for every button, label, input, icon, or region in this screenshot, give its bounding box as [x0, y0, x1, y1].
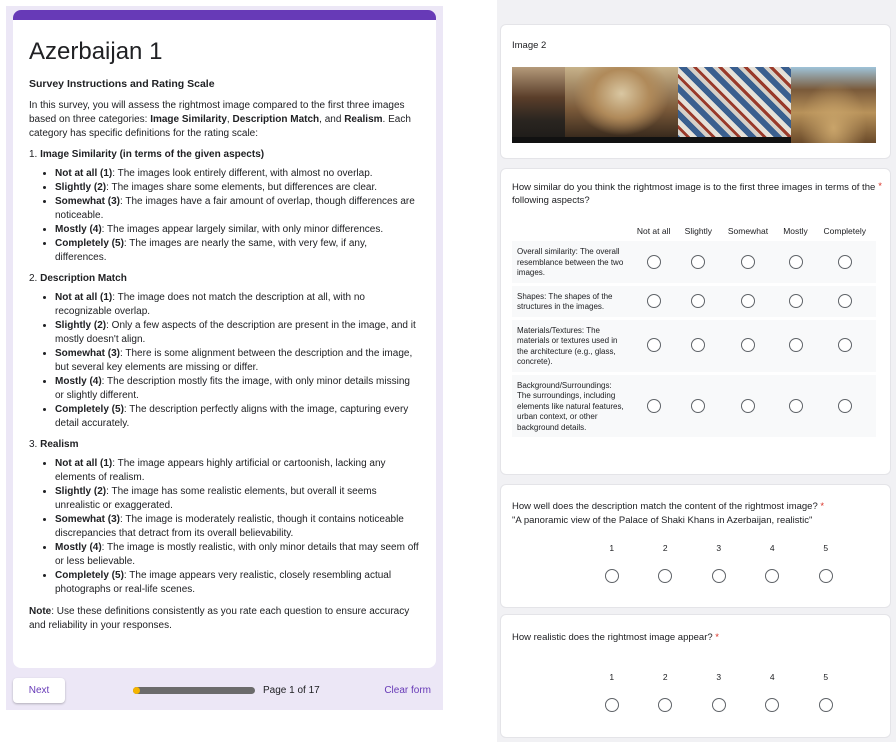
- list-item: • Somewhat (3): The images have a fair amount of overlap, though differences are noticeable.: [55, 195, 420, 223]
- required-asterisk: *: [715, 632, 719, 643]
- scale-number: 1: [609, 543, 615, 553]
- list-item: • Slightly (2): The image has some realistic elements, but overall it seems unrealistic or exaggerated.: [55, 485, 420, 513]
- radio-button[interactable]: [647, 294, 661, 308]
- list-item: • Mostly (4): The image is mostly realistic, with only minor details that may seem off or less believable.: [55, 541, 420, 569]
- form-panel: [6, 6, 443, 710]
- column-header: Not at all: [636, 226, 671, 236]
- list-item: • Mostly (4): The description mostly fits the image, with only minor details missing or slightly different.: [55, 375, 420, 403]
- list-item: • Mostly (4): The images appear largely similar, with only minor differences.: [55, 223, 420, 237]
- column-header: Mostly: [783, 226, 808, 236]
- scale-number: 2: [662, 672, 668, 682]
- list-item: • Completely (5): The images are nearly the same, with very few, if any, differences.: [55, 237, 420, 265]
- scale-number: 4: [769, 672, 775, 682]
- radio-button[interactable]: [605, 569, 619, 583]
- similarity-question-card: [500, 168, 891, 475]
- image-label: Image 2: [512, 40, 547, 51]
- linear-scale: [585, 543, 853, 585]
- palace-photo-2: [565, 67, 678, 143]
- question-text: How similar do you think the rightmost image is to the first three images in terms of the following aspects?: [512, 182, 876, 206]
- page-indicator: Page 1 of 17: [263, 685, 320, 696]
- form-title: Azerbaijan 1: [29, 38, 163, 65]
- row-label: Background/Surroundings: The surroundings, including elements like natural features, urban context, or other background details.: [512, 375, 629, 438]
- question-text: How well does the description match the content of the rightmost image? *: [512, 501, 825, 512]
- list-item: • Completely (5): The image appears very realistic, closely resembling actual photographs or real-life scenes.: [55, 569, 420, 597]
- palace-photo-3: [678, 67, 791, 143]
- question-description: "A panoramic view of the Palace of Shaki Khans in Azerbaijan, realistic": [512, 515, 813, 526]
- list-item: • Slightly (2): Only a few aspects of the description are present in the image, and it mostly doesn't align.: [55, 319, 420, 347]
- radio-button[interactable]: [765, 698, 779, 712]
- grid-row: [512, 241, 876, 283]
- linear-scale: [585, 672, 853, 714]
- intro-paragraph: In this survey, you will assess the rightmost image compared to the first three images based on three categories: Image Similarity, Description Match, and Realism. Each category has specific definitions for the rating scale:: [29, 100, 411, 139]
- section-heading: 2. Description Match: [29, 273, 127, 284]
- required-asterisk: *: [820, 501, 825, 512]
- radio-button[interactable]: [691, 294, 705, 308]
- radio-button[interactable]: [741, 294, 755, 308]
- image-strip: [512, 67, 876, 143]
- definition-list: [29, 291, 420, 431]
- list-item: • Not at all (1): The images look entirely different, with almost no overlap.: [55, 167, 420, 181]
- definition-list: [29, 167, 420, 265]
- next-button[interactable]: Next: [13, 678, 65, 703]
- radio-button[interactable]: [741, 255, 755, 269]
- column-header: Slightly: [684, 226, 713, 236]
- radio-button[interactable]: [789, 338, 803, 352]
- radio-button[interactable]: [789, 255, 803, 269]
- questions-panel: [497, 0, 896, 742]
- realism-question-card: [500, 614, 891, 738]
- scale-number: 3: [716, 543, 722, 553]
- radio-button[interactable]: [691, 399, 705, 413]
- list-item: • Slightly (2): The images share some elements, but differences are clear.: [55, 181, 420, 195]
- radio-button[interactable]: [789, 399, 803, 413]
- note-paragraph: Note: Use these definitions consistently as you rate each question to ensure accuracy and reliability in your responses.: [29, 606, 410, 631]
- radio-button[interactable]: [838, 294, 852, 308]
- image-card: [500, 24, 891, 159]
- radio-button[interactable]: [789, 294, 803, 308]
- radio-button[interactable]: [647, 255, 661, 269]
- definition-list: [29, 457, 420, 597]
- required-asterisk: *: [878, 181, 882, 192]
- radio-button[interactable]: [712, 569, 726, 583]
- radio-button[interactable]: [741, 399, 755, 413]
- radio-button[interactable]: [647, 399, 661, 413]
- palace-photo-1: [512, 67, 565, 143]
- description-question-card: [500, 484, 891, 608]
- row-label: Materials/Textures: The materials or textures used in the architecture (e.g., glass, concrete).: [512, 320, 629, 372]
- form-header-card: [13, 10, 436, 668]
- grid-row: [512, 375, 876, 438]
- radio-button[interactable]: [819, 569, 833, 583]
- list-item: • Completely (5): The description perfectly aligns with the image, capturing every detail accurately.: [55, 403, 420, 431]
- column-header: Completely: [823, 226, 867, 236]
- rating-grid: [512, 221, 876, 440]
- radio-button[interactable]: [838, 255, 852, 269]
- progress-fill: [133, 687, 140, 694]
- list-item: • Somewhat (3): The image is moderately realistic, though it contains noticeable discrepancies that detract from its overall believability.: [55, 513, 420, 541]
- scale-number: 1: [609, 672, 615, 682]
- palace-photo-rightmost: [791, 67, 876, 143]
- radio-button[interactable]: [712, 698, 726, 712]
- progress-bar: [133, 687, 255, 694]
- list-item: • Somewhat (3): There is some alignment between the description and the image, but several key elements are missing or differ.: [55, 347, 420, 375]
- grid-row: [512, 320, 876, 372]
- row-label: Shapes: The shapes of the structures in the images.: [512, 286, 629, 317]
- row-label: Overall similarity: The overall resemblance between the two images.: [512, 241, 629, 283]
- section-heading: 3. Realism: [29, 439, 79, 450]
- list-item: • Not at all (1): The image does not match the description at all, with no recognizable overlap.: [55, 291, 420, 319]
- scale-number: 2: [662, 543, 668, 553]
- radio-button[interactable]: [691, 338, 705, 352]
- radio-button[interactable]: [605, 698, 619, 712]
- scale-number: 5: [823, 543, 829, 553]
- list-item: • Not at all (1): The image appears highly artificial or cartoonish, lacking any elements of realism.: [55, 457, 420, 485]
- grid-row: [512, 286, 876, 317]
- radio-button[interactable]: [838, 338, 852, 352]
- form-footer: [6, 676, 443, 710]
- clear-form-button[interactable]: Clear form: [384, 685, 431, 696]
- form-content: [13, 20, 436, 633]
- radio-button[interactable]: [741, 338, 755, 352]
- scale-number: 5: [823, 672, 829, 682]
- instructions-heading: Survey Instructions and Rating Scale: [29, 78, 215, 90]
- radio-button[interactable]: [819, 698, 833, 712]
- accent-top-bar: [13, 10, 436, 20]
- radio-button[interactable]: [691, 255, 705, 269]
- question-text: How realistic does the rightmost image appear? *: [512, 632, 719, 643]
- radio-button[interactable]: [658, 698, 672, 712]
- scale-number: 3: [716, 672, 722, 682]
- radio-button[interactable]: [765, 569, 779, 583]
- scale-number: 4: [769, 543, 775, 553]
- column-header: Somewhat: [727, 226, 769, 236]
- section-heading: 1. Image Similarity (in terms of the given aspects): [29, 149, 265, 160]
- radio-button[interactable]: [838, 399, 852, 413]
- radio-button[interactable]: [647, 338, 661, 352]
- radio-button[interactable]: [658, 569, 672, 583]
